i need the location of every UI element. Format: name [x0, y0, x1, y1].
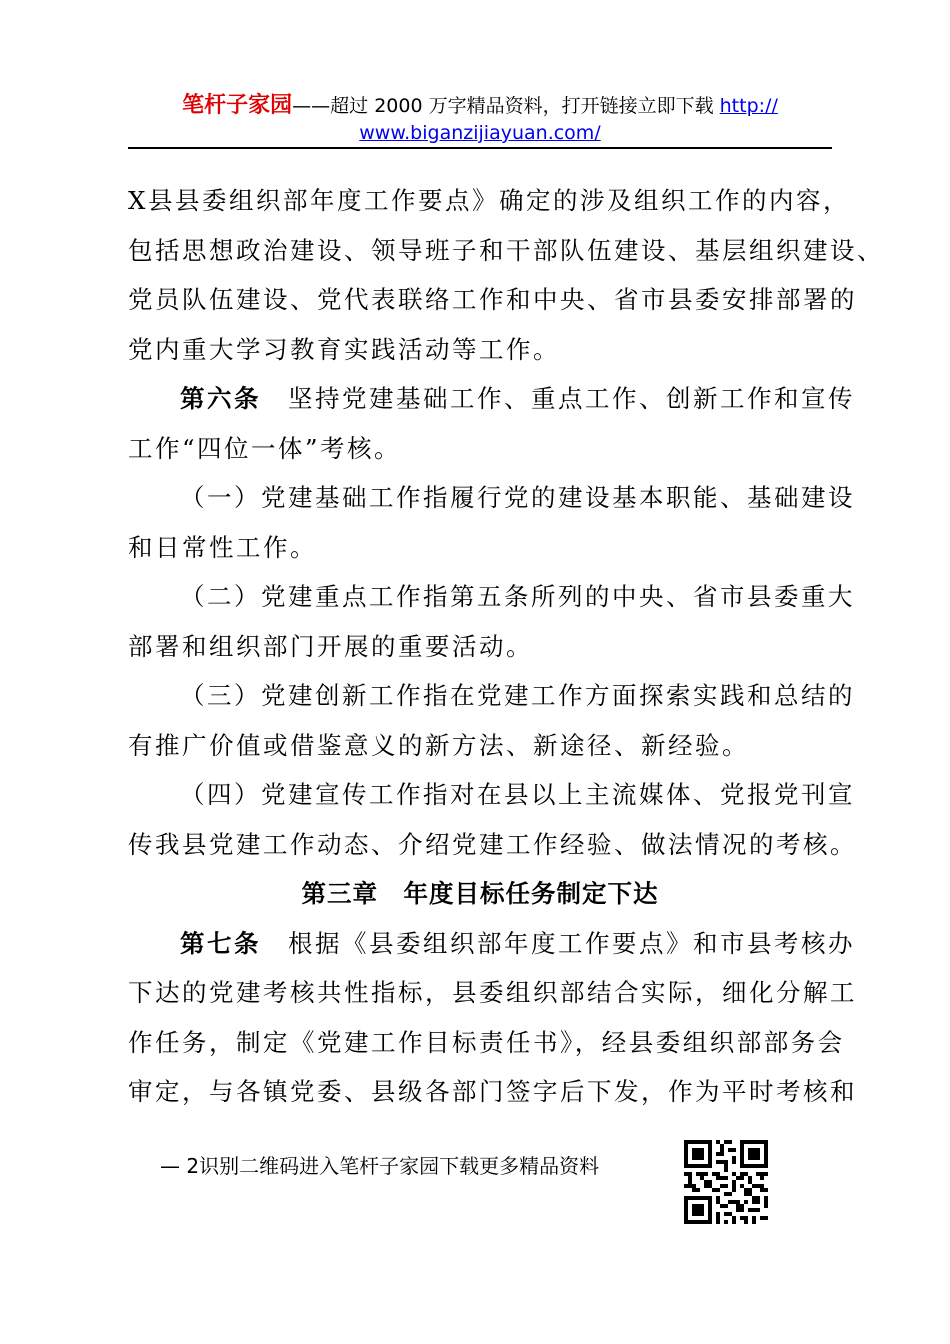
article-7-text: 根据《县委组织部年度工作要点》和市县考核办 [288, 928, 855, 958]
header-divider [128, 147, 832, 149]
article-7 [128, 919, 858, 969]
header-text: ——超过 2000 万字精品资料，打开链接立即下载 [292, 95, 720, 117]
page-header [128, 92, 832, 147]
item-4: （四）党建宣传工作指对在县以上主流媒体、党报党刊宣 [180, 780, 855, 809]
text-line: 传我县党建工作动态、介绍党建工作经验、做法情况的考核。 [128, 829, 857, 859]
item-2: （二）党建重点工作指第五条所列的中央、省市县委重大 [180, 582, 855, 611]
text-line: 下达的党建考核共性指标，县委组织部结合实际，细化分解工 [128, 978, 857, 1007]
item-3: （三）党建创新工作指在党建工作方面探索实践和总结的 [180, 681, 855, 710]
brand-name: 笔杆子家园 [182, 93, 293, 118]
item-1: （一）党建基础工作指履行党的建设基本职能、基础建设 [180, 483, 855, 512]
qr-code-icon[interactable] [684, 1140, 768, 1224]
text-line: X县县委组织部年度工作要点》确定的涉及组织工作的内容， [128, 186, 850, 215]
text-line: 包括思想政治建设、领导班子和干部队伍建设、基层组织建设、 [128, 235, 884, 265]
article-6-label: 第六条 [180, 384, 261, 413]
text-line: 工作“四位一体”考核。 [128, 433, 402, 463]
text-line: 有推广价值或借鉴意义的新方法、新途径、新经验。 [128, 730, 749, 760]
text-line: 审定，与各镇党委、县级各部门签字后下发，作为平时考核和 [128, 1077, 857, 1106]
article-7-label: 第七条 [180, 928, 261, 958]
text-line: 党员队伍建设、党代表联络工作和中央、省市县委安排部署的 [128, 285, 857, 314]
text-line: 部署和组织部门开展的重要活动。 [128, 631, 533, 661]
article-6 [128, 374, 858, 424]
text-line: 党内重大学习教育实践活动等工作。 [128, 334, 560, 364]
download-link[interactable]: http:// www.biganzijiayuan.com/ [359, 95, 778, 144]
chapter-3-heading: 第三章 年度目标任务制定下达 [301, 879, 659, 908]
text-line: 作任务，制定《党建工作目标责任书》，经县委组织部部务会 [128, 1027, 845, 1057]
article-6-text: 坚持党建基础工作、重点工作、创新工作和宣传 [288, 384, 855, 413]
document-body [128, 176, 884, 1117]
text-line: 和日常性工作。 [128, 532, 317, 562]
footer-text: — 2识别二维码进入笔杆子家园下载更多精品资料 [160, 1154, 600, 1178]
